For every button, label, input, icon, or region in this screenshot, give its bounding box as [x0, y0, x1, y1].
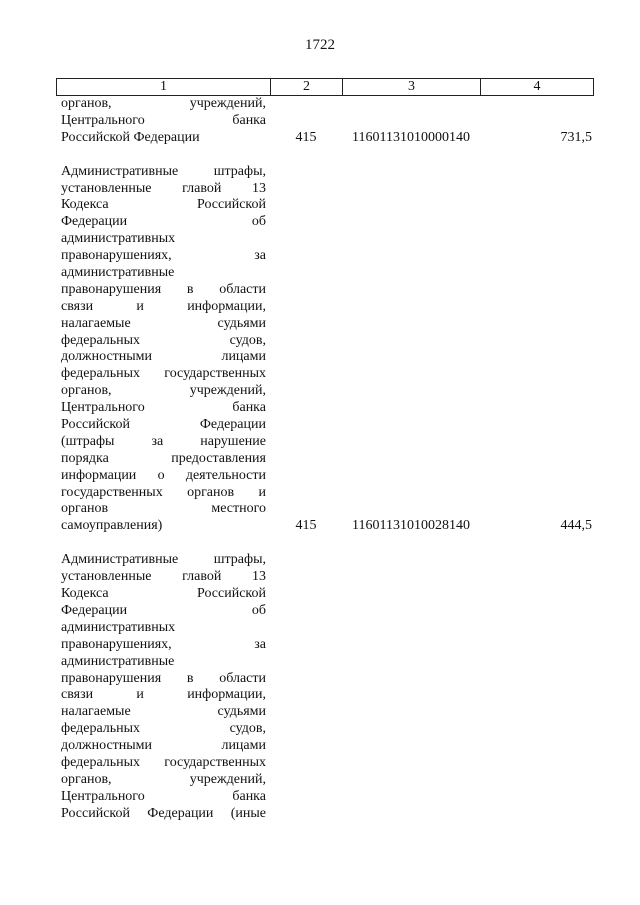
description-line: должностными лицами — [61, 738, 266, 754]
description-line: органов местного — [61, 501, 266, 517]
budget-code-cell: 11601131010028140 — [352, 518, 470, 534]
description-line: правонарушениях, за — [61, 636, 266, 652]
row-spacer — [56, 535, 594, 552]
table-row — [56, 96, 594, 147]
amount-cell: 731,5 — [560, 129, 592, 145]
description-line: самоуправления) — [61, 518, 163, 534]
description-cell — [56, 164, 270, 536]
table-header-row — [56, 78, 594, 96]
description-line: административные — [61, 653, 175, 669]
description-line: налагаемые судьями — [61, 315, 266, 331]
description-line: Административные штрафы, — [61, 163, 266, 179]
table-body — [56, 96, 594, 823]
description-line: Российской Федерации — [61, 129, 200, 145]
description-line: правонарушения в области — [61, 670, 266, 686]
column-header-1: 1 — [57, 79, 271, 95]
description-line: информации о деятельности — [61, 467, 266, 483]
table-row — [56, 164, 594, 536]
column-header-2: 2 — [271, 79, 343, 95]
description-line: органов, учреждений, — [61, 771, 266, 787]
description-line: административные — [61, 265, 175, 281]
description-line: административных — [61, 231, 176, 247]
description-line: федеральных государственных — [61, 366, 266, 382]
description-line: Центрального банка — [61, 400, 266, 416]
table-row — [56, 552, 594, 822]
description-line: федеральных судов, — [61, 332, 266, 348]
description-cell — [56, 552, 270, 822]
description-line: Административные штрафы, — [61, 552, 266, 568]
description-line: должностными лицами — [61, 349, 266, 365]
description-line: правонарушениях, за — [61, 248, 266, 264]
description-line: связи и информации, — [61, 687, 266, 703]
description-line: связи и информации, — [61, 298, 266, 314]
description-line: налагаемые судьями — [61, 704, 266, 720]
description-line: Российской Федерации (иные — [61, 805, 266, 821]
description-line: Центрального банка — [61, 112, 266, 128]
description-line: порядка предоставления — [61, 450, 266, 466]
description-line: федеральных государственных — [61, 754, 266, 770]
description-line: государственных органов и — [61, 484, 266, 500]
row-spacer — [56, 147, 594, 164]
budget-code-cell: 11601131010000140 — [352, 129, 470, 145]
description-line: Кодекса Российской — [61, 586, 266, 602]
description-line: Российской Федерации — [61, 417, 266, 433]
description-line: Центрального банка — [61, 788, 266, 804]
amount-cell: 444,5 — [560, 518, 592, 534]
description-line: правонарушения в области — [61, 281, 266, 297]
description-line: установленные главой 13 — [61, 180, 266, 196]
page-number: 1722 — [305, 37, 335, 53]
column-header-4: 4 — [533, 79, 541, 94]
description-cell — [56, 96, 270, 147]
description-line: федеральных судов, — [61, 721, 266, 737]
description-line: Федерации об — [61, 214, 266, 230]
admin-code-cell: 415 — [295, 518, 317, 534]
description-line: Кодекса Российской — [61, 197, 266, 213]
description-line: административных — [61, 619, 176, 635]
description-line: Федерации об — [61, 602, 266, 618]
description-line: установленные главой 13 — [61, 569, 266, 585]
admin-code-cell: 415 — [295, 129, 317, 145]
description-line: (штрафы за нарушение — [61, 433, 266, 449]
description-line: органов, учреждений, — [61, 383, 266, 399]
description-line: органов, учреждений, — [61, 96, 266, 111]
column-header-3: 3 — [343, 79, 481, 95]
